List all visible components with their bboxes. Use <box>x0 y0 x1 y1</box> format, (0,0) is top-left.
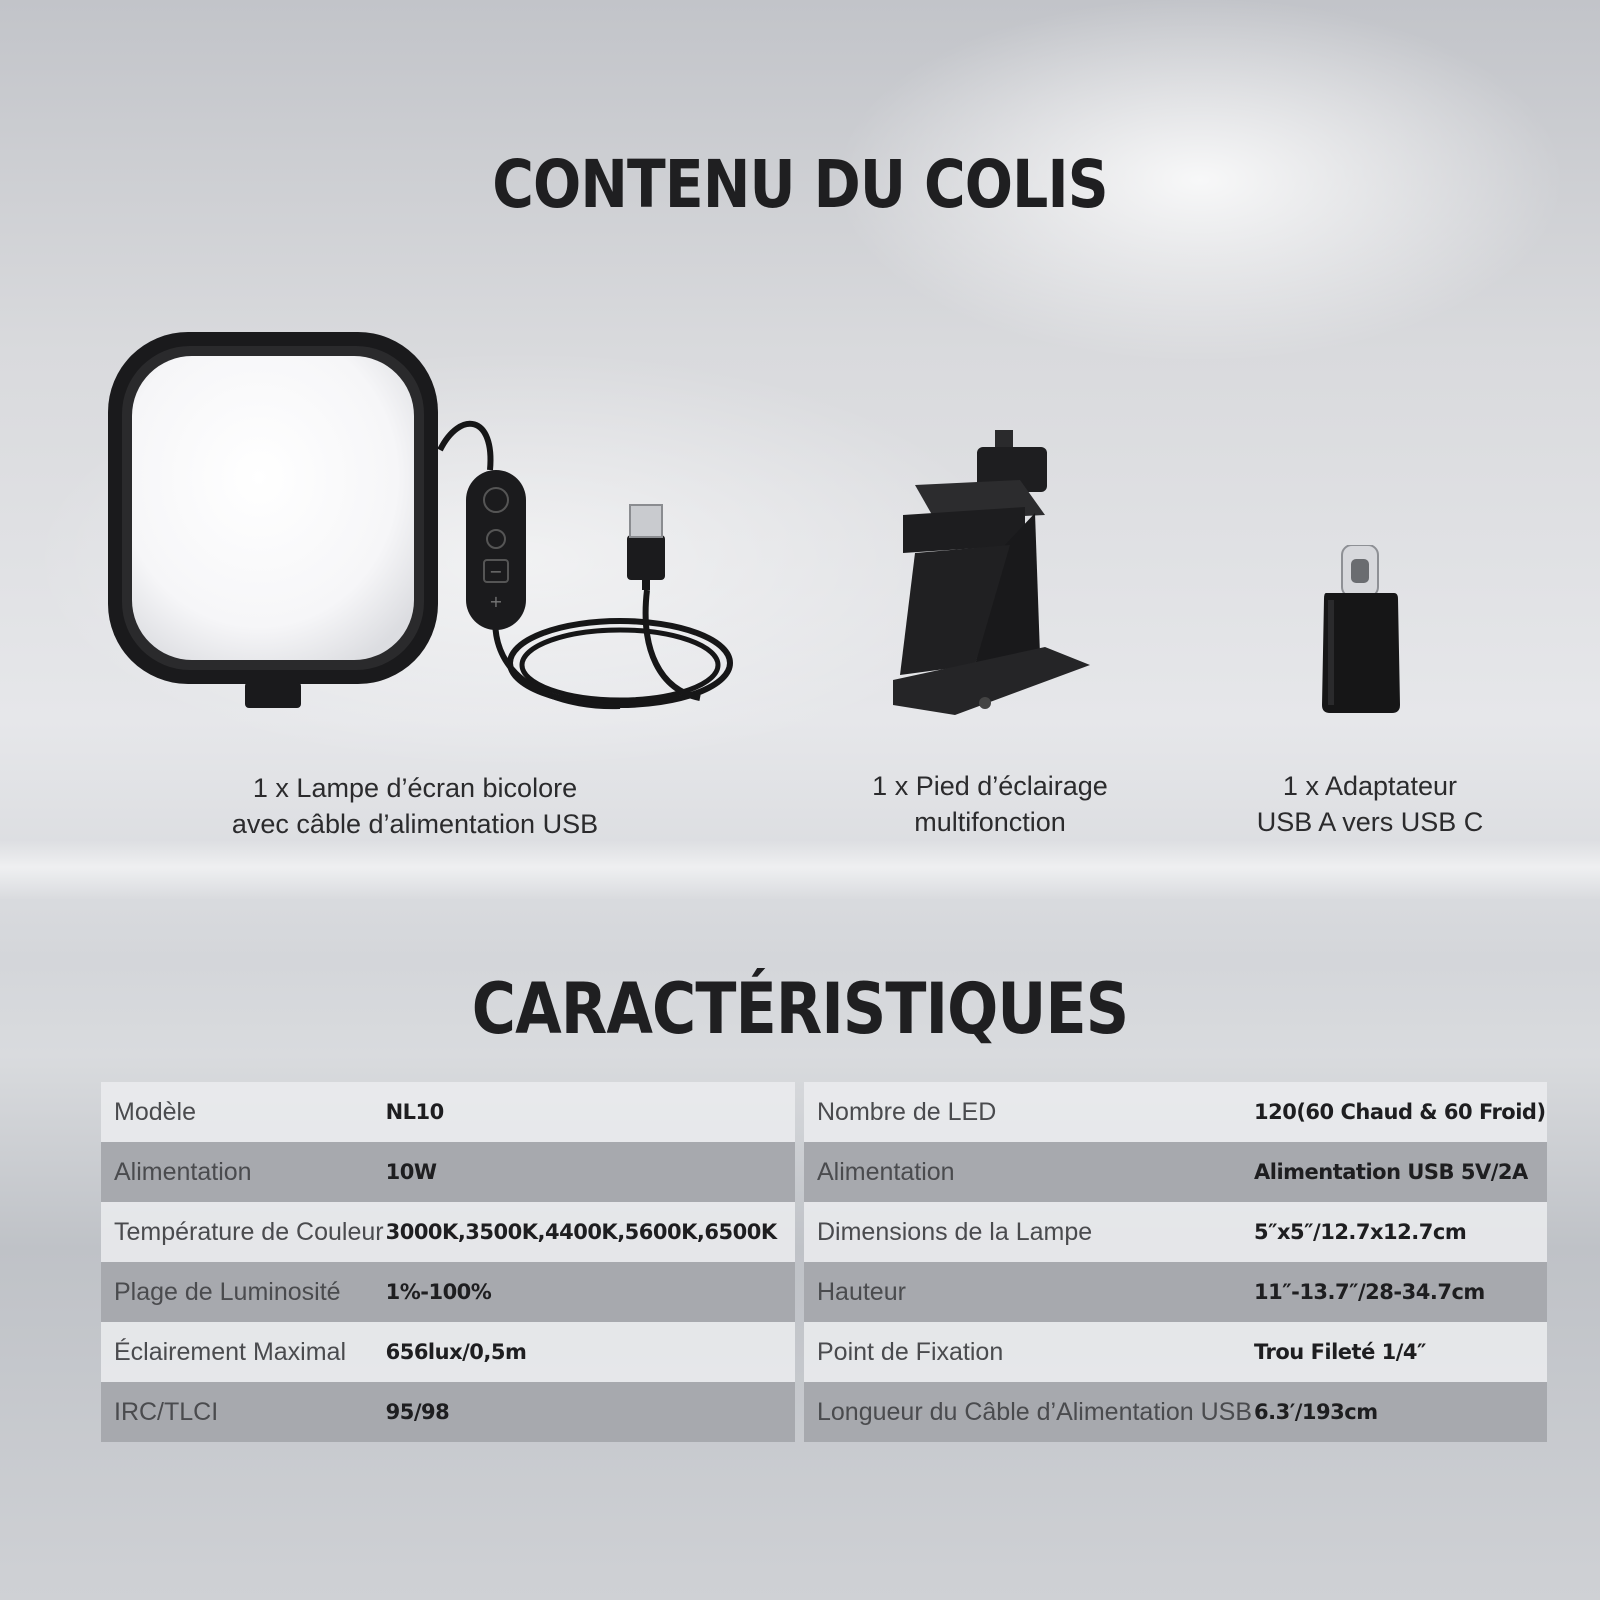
spec-label: IRC/TLCI <box>114 1397 219 1426</box>
spec-row <box>101 1202 795 1262</box>
spec-label: Température de Couleur <box>114 1217 384 1246</box>
caption-adapter-line2: USB A vers USB C <box>1256 807 1484 837</box>
package-contents-title: CONTENU DU COLIS <box>492 146 1108 223</box>
spec-label: Éclairement Maximal <box>114 1337 347 1366</box>
spec-value: Alimentation USB 5V/2A <box>1254 1160 1528 1184</box>
spec-value: 120(60 Chaud & 60 Froid) <box>1254 1100 1546 1124</box>
spec-row <box>101 1382 795 1442</box>
plus-symbol: + <box>489 592 503 611</box>
spec-label: Dimensions de la Lampe <box>817 1217 1093 1246</box>
spec-row <box>804 1322 1547 1382</box>
spec-value: NL10 <box>385 1100 444 1124</box>
caption-lamp-line1: 1 x Lampe d’écran bicolore <box>252 773 578 803</box>
spec-label: Alimentation <box>817 1157 955 1186</box>
spec-row <box>101 1082 795 1142</box>
spec-value: 3000K,3500K,4400K,5600K,6500K <box>385 1220 777 1244</box>
light-stand-image <box>885 425 1115 735</box>
spec-label: Plage de Luminosité <box>114 1277 341 1306</box>
caption-stand-line2: multifonction <box>914 807 1066 837</box>
lamp-with-usb-cable-image <box>100 320 750 720</box>
spec-value: 95/98 <box>385 1400 450 1424</box>
usb-adapter-image <box>1320 545 1410 715</box>
spec-row <box>101 1262 795 1322</box>
caption-stand <box>840 768 1140 840</box>
spec-row <box>804 1382 1547 1442</box>
spec-value: 656lux/0,5m <box>385 1340 527 1364</box>
caption-lamp <box>215 770 615 842</box>
spec-label: Hauteur <box>817 1277 906 1306</box>
spec-label: Point de Fixation <box>817 1337 1004 1366</box>
spec-row <box>804 1142 1547 1202</box>
spec-value: 1%-100% <box>385 1280 492 1304</box>
spec-row <box>101 1322 795 1382</box>
spec-label: Alimentation <box>114 1157 252 1186</box>
spec-label: Modèle <box>114 1097 196 1126</box>
caption-adapter <box>1225 768 1515 840</box>
spec-row <box>101 1142 795 1202</box>
spec-value: 10W <box>385 1160 437 1184</box>
floor-highlight <box>0 840 1600 900</box>
spec-label: Longueur du Câble d’Alimentation USB <box>817 1397 1252 1426</box>
minus-symbol: − <box>489 562 503 581</box>
spec-value: Trou Fileté 1/4″ <box>1254 1340 1426 1364</box>
caption-adapter-line1: 1 x Adaptateur <box>1282 771 1458 801</box>
specifications-title: CARACTÉRISTIQUES <box>471 968 1129 1050</box>
spec-row <box>804 1082 1547 1142</box>
spec-value: 11″-13.7″/28-34.7cm <box>1254 1280 1485 1304</box>
spec-label: Nombre de LED <box>817 1097 997 1126</box>
spec-row <box>804 1262 1547 1322</box>
spec-table-right <box>804 1082 1547 1442</box>
spec-value: 6.3′/193cm <box>1254 1400 1378 1424</box>
spec-value: 5″x5″/12.7x12.7cm <box>1254 1220 1467 1244</box>
spec-table-left <box>101 1082 795 1442</box>
spec-row <box>804 1202 1547 1262</box>
caption-lamp-line2: avec câble d’alimentation USB <box>231 809 599 839</box>
caption-stand-line1: 1 x Pied d’éclairage <box>872 771 1108 801</box>
